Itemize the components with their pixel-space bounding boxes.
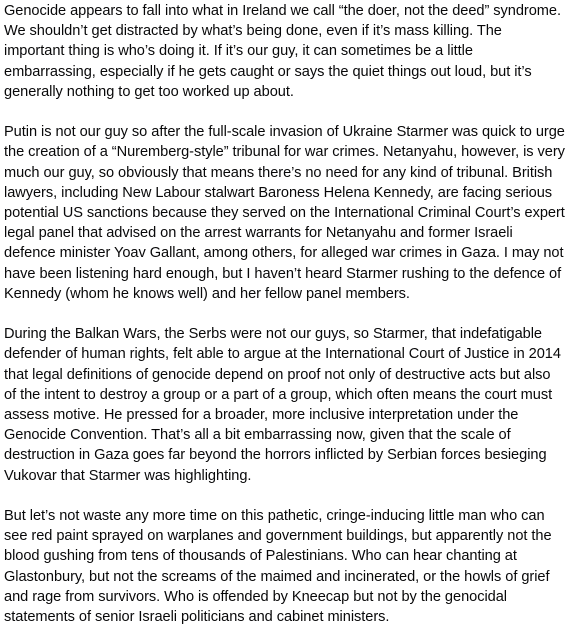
post-paragraph-3: During the Balkan Wars, the Serbs were not our guys, so Starmer, that indefatigable defender of human rights, felt able to argue at the International Court of Justice in 2014 that legal definitions of genocide depend on proof not only of destructive acts but also of the intent to destroy a group or a part of a group, which often means the court must assess motive. He pressed for a broader, more inclusive interpretation under the Genocide Convention. That’s all a bit embarrassing now, given that the scale of destruction in Gaza goes far beyond the horrors inflicted by Serbian forces besieging Vukovar that Starmer was highlighting.: [4, 326, 561, 484]
post-paragraph-2: Putin is not our guy so after the full-scale invasion of Ukraine Starmer was quick to urge the creation of a “Nuremberg-style” tribunal for war crimes. Netanyahu, however, is very much our guy, so obviously that means there’s no need for any kind of tribunal. British lawyers, including New Labour stalwart Baroness Helena Kennedy, are facing serious potential US sanctions because they served on the International Criminal Court’s expert legal panel that advised on the arrest warrants for Netanyahu and former Israeli defence minister Yoav Gallant, among others, for alleged war crimes in Gaza. I may not have been listening hard enough, but I haven’t heard Starmer rushing to the defence of Kennedy (whom he knows well) and her fellow panel members.: [4, 124, 565, 302]
post-paragraph-4: But let’s not waste any more time on this pathetic, cringe-inducing little man who can see red paint sprayed on warplanes and government buildings, but apparently not the blood gushing from tens of thousands of Palestinians. Who can hear chanting at Glastonbury, but not the screams of the maimed and incinerated, or the howls of grief and rage from survivors. Who is offended by Kneecap but not by the genocidal statements of senior Israeli politicians and cabinet ministers.: [4, 508, 552, 626]
post-paragraph-1: Genocide appears to fall into what in Ireland we call “the doer, not the deed” syndrome. We shouldn’t get distracted by what’s being done, even if it’s mass killing. The important thing is who’s doing it. If it’s our guy, it can sometimes be a little embarrassing, especially if he gets caught or says the quiet things out loud, but it’s generally nothing to get too worked up about.: [4, 3, 561, 100]
